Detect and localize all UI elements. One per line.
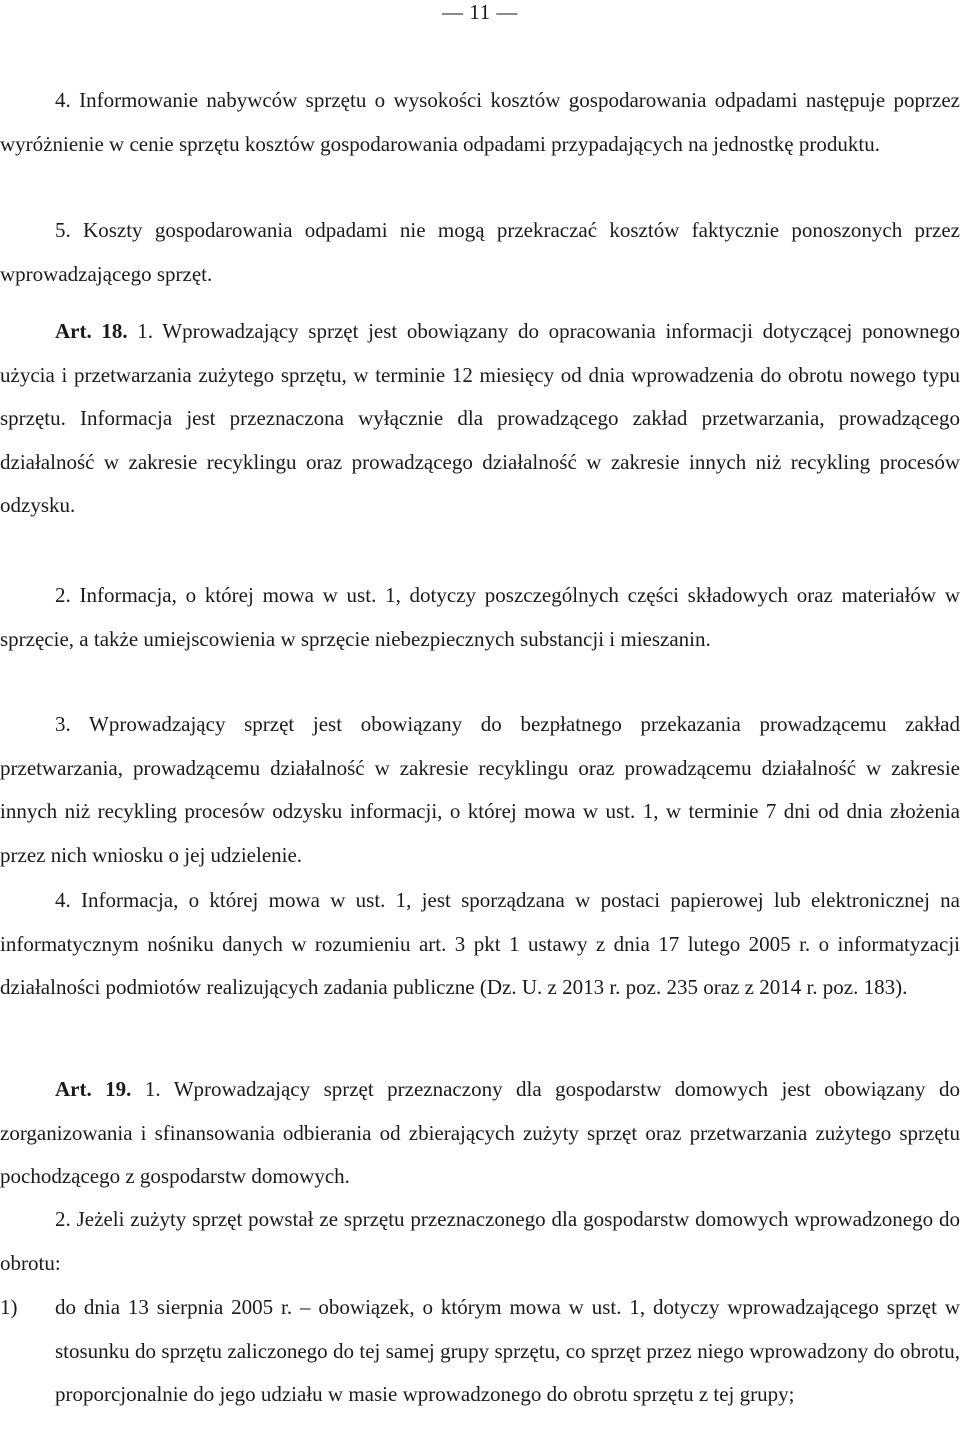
article-19-label: Art. 19. xyxy=(55,1077,132,1101)
list-item xyxy=(0,1286,960,1417)
list-item-number: 1) xyxy=(0,1295,18,1319)
article-18-text: 1. Wprowadzający sprzęt jest obowiązany do opracowania informacji dotyczącej ponownego użycia i przetwarzania zużytego sprzętu, w terminie 12 miesięcy od dnia wprowadzenia do obrotu nowego typu sprzętu. Informacja jest przeznaczona wyłącznie dla prowadzącego zakład przetwarzania, prowadzącego działalność w zakresie recyklingu oraz prowadzącego działalność w zakresie innych niż recykling procesów odzysku. xyxy=(0,319,960,518)
paragraph-art18-3: 3. Wprowadzający sprzęt jest obowiązany do bezpłatnego przekazania prowadzącemu zakład przetwarzania, prowadzącemu działalność w zakresie recyklingu oraz prowadzącemu działalność w zakresie innych niż recykling procesów odzysku informacji, o której mowa w ust. 1, w terminie 7 dni od dnia złożenia przez nich wniosku o jej udzielenie. xyxy=(0,712,960,867)
list-item-text: do dnia 13 sierpnia 2005 r. – obowiązek, o którym mowa w ust. 1, dotyczy wprowadzającego sprzęt w stosunku do sprzętu zaliczonego do tej samej grupy sprzętu, co sprzęt przez niego wprowadzony do obrotu, proporcjonalnie do jego udziału w masie wprowadzonego do obrotu sprzętu z tej grupy; xyxy=(55,1295,960,1407)
paragraph-art18-2: 2. Informacja, o której mowa w ust. 1, dotyczy poszczególnych części składowych oraz materiałów w sprzęcie, a także umiejscowienia w sprzęcie niebezpiecznych substancji i mieszanin. xyxy=(0,583,960,651)
paragraph-art17-5: 5. Koszty gospodarowania odpadami nie mogą przekraczać kosztów faktycznie ponoszonych przez wprowadzającego sprzęt. xyxy=(0,218,960,286)
paragraph-art19-2: 2. Jeżeli zużyty sprzęt powstał ze sprzętu przeznaczonego dla gospodarstw domowych wprowadzonego do obrotu: xyxy=(0,1207,960,1275)
article-18-label: Art. 18. xyxy=(55,319,128,343)
paragraph-art18-1 xyxy=(0,310,960,528)
paragraph-art18-4: 4. Informacja, o której mowa w ust. 1, jest sporządzana w postaci papierowej lub elektronicznej na informatycznym nośniku danych w rozumieniu art. 3 pkt 1 ustawy z dnia 17 lutego 2005 r. o informatyzacji działalności podmiotów realizujących zadania publiczne (Dz. U. z 2013 r. poz. 235 oraz z 2014 r. poz. 183). xyxy=(0,888,960,1000)
paragraph-art17-4: 4. Informowanie nabywców sprzętu o wysokości kosztów gospodarowania odpadami następuje poprzez wyróżnienie w cenie sprzętu kosztów gospodarowania odpadami przypadających na jednostkę produktu. xyxy=(0,88,960,156)
article-19-text: 1. Wprowadzający sprzęt przeznaczony dla gospodarstw domowych jest obowiązany do zorganizowania i sfinansowania odbierania od zbierających zużyty sprzęt oraz przetwarzania zużytego sprzętu pochodzącego z gospodarstw domowych. xyxy=(0,1077,960,1189)
paragraph-art19-1 xyxy=(0,1068,960,1199)
page-number: — 11 — xyxy=(442,0,518,24)
